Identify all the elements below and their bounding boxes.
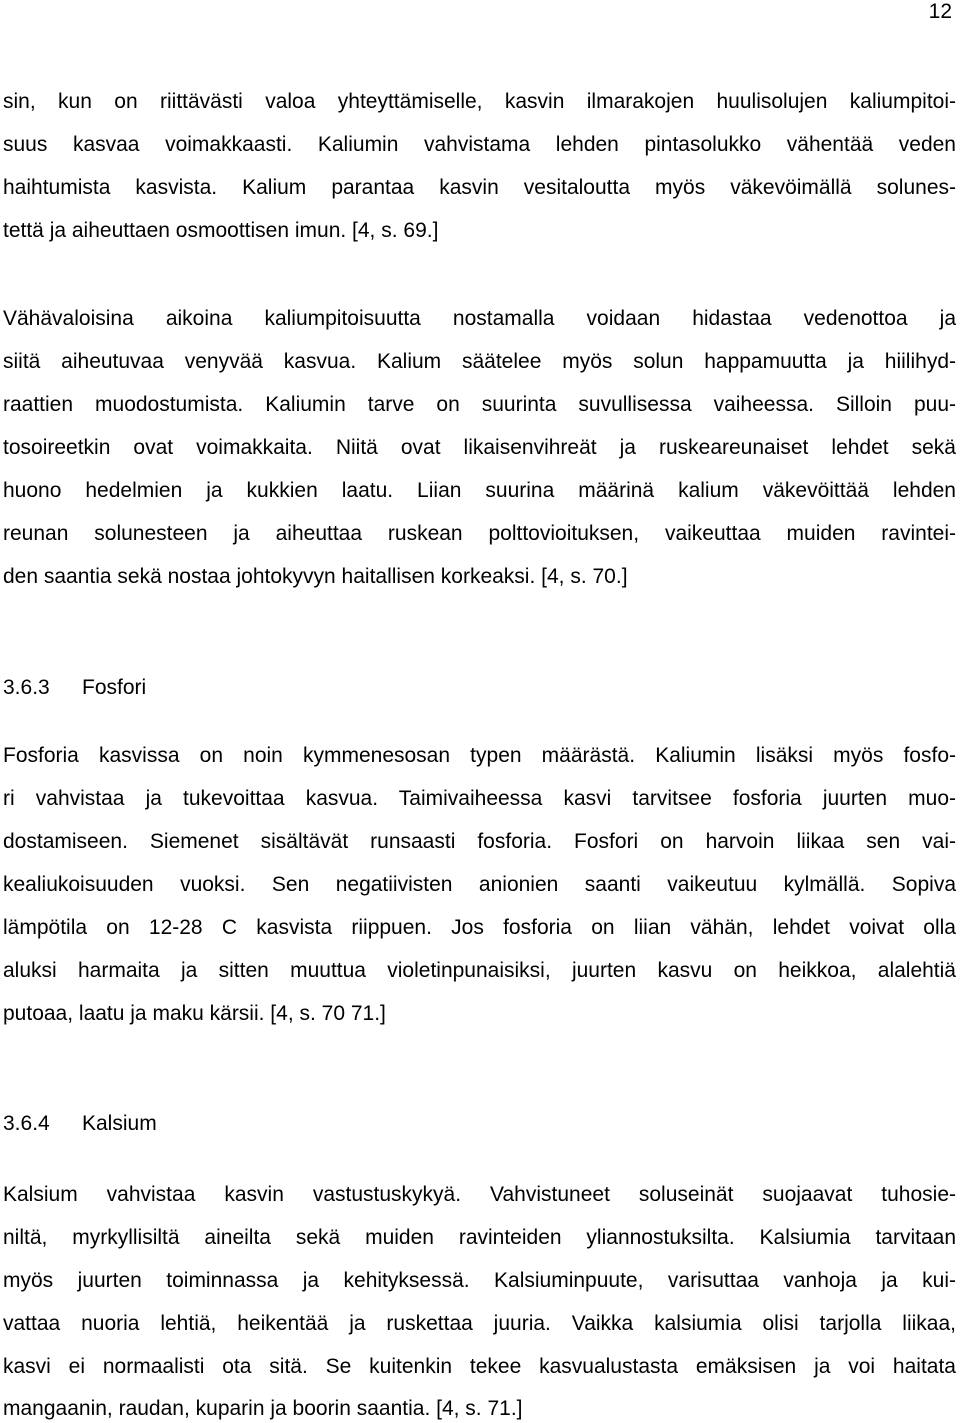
text-line: haihtumista kasvista. Kalium parantaa kasvin vesitaloutta myös väkevöimällä solunes-: [3, 176, 956, 199]
text-line: huono hedelmien ja kukkien laatu. Liian suurina määrinä kalium väkevöittää lehden: [3, 479, 956, 502]
text-line: reunan solunesteen ja aiheuttaa ruskean polttovioituksen, vaikeuttaa muiden ravintei-: [3, 522, 956, 545]
section-heading: [3, 1111, 157, 1137]
text-line: lämpötila on 12-28 C kasvista riippuen. Jos fosforia on liian vähän, lehdet voivat olla: [3, 916, 956, 939]
text-line: ri vahvistaa ja tukevoittaa kasvua. Taimivaiheessa kasvi tarvitsee fosforia juurten muo-: [3, 787, 956, 810]
section-number: 3.6.3: [3, 676, 50, 699]
text-line: Vähävaloisina aikoina kaliumpitoisuutta nostamalla voidaan hidastaa vedenottoa ja: [3, 307, 956, 330]
text-line: sin, kun on riittävästi valoa yhteyttämiselle, kasvin ilmarakojen huulisolujen kaliumpitoi-: [3, 90, 956, 113]
text-line: putoaa, laatu ja maku kärsii. [4, s. 70 71.]: [3, 1002, 386, 1025]
text-line: Kalsium vahvistaa kasvin vastustuskykyä. Vahvistuneet soluseinät suojaavat tuhosie-: [3, 1183, 956, 1206]
page-number: 12: [928, 0, 952, 23]
section-title: Kalsium: [82, 1112, 157, 1135]
text-line: siitä aiheutuvaa venyvää kasvua. Kalium säätelee myös solun happamuutta ja hiilihyd-: [3, 350, 956, 373]
section-title: Fosfori: [82, 676, 147, 699]
section-number: 3.6.4: [3, 1112, 50, 1135]
text-line: kasvi ei normaalisti ota sitä. Se kuitenkin tekee kasvualustasta emäksisen ja voi haitata: [3, 1355, 956, 1378]
section-heading: [3, 675, 146, 701]
text-line: myös juurten toiminnassa ja kehityksessä. Kalsiuminpuute, varisuttaa vanhoja ja kui-: [3, 1269, 956, 1292]
text-line: dostamiseen. Siemenet sisältävät runsaasti fosforia. Fosfori on harvoin liikaa sen vai-: [3, 830, 956, 853]
text-line: tosoireetkin ovat voimakkaita. Niitä ovat likaisenvihreät ja ruskeareunaiset lehdet sekä: [3, 436, 956, 459]
text-line: aluksi harmaita ja sitten muuttua violetinpunaisiksi, juurten kasvu on heikkoa, alalehtiä: [3, 959, 956, 982]
text-line: vattaa nuoria lehtiä, heikentää ja ruskettaa juuria. Vaikka kalsiumia olisi tarjolla liikaa,: [3, 1312, 956, 1335]
text-line: niltä, myrkyllisiltä aineilta sekä muiden ravinteiden yliannostuksilta. Kalsiumia tarvitaan: [3, 1226, 956, 1249]
text-line: kealiukoisuuden vuoksi. Sen negatiivisten anionien saanti vaikeutuu kylmällä. Sopiva: [3, 873, 956, 896]
text-line: mangaanin, raudan, kuparin ja boorin saantia. [4, s. 71.]: [3, 1397, 523, 1420]
text-line: suus kasvaa voimakkaasti. Kaliumin vahvistama lehden pintasolukko vähentää veden: [3, 133, 956, 156]
text-line: tettä ja aiheuttaen osmoottisen imun. [4, s. 69.]: [3, 219, 439, 242]
text-line: den saantia sekä nostaa johtokyvyn haitallisen korkeaksi. [4, s. 70.]: [3, 565, 628, 588]
text-line: raattien muodostumista. Kaliumin tarve on suurinta suvullisessa vaiheessa. Silloin puu-: [3, 393, 956, 416]
text-line: Fosforia kasvissa on noin kymmenesosan typen määrästä. Kaliumin lisäksi myös fosfo-: [3, 744, 956, 767]
